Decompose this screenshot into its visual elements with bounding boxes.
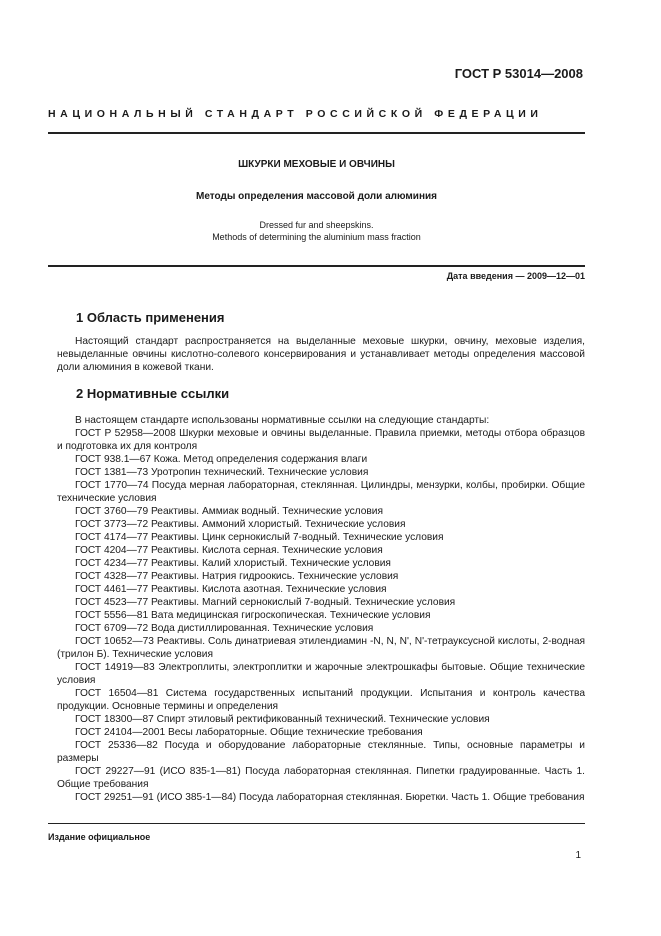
national-standard-banner: НАЦИОНАЛЬНЫЙ СТАНДАРТ РОССИЙСКОЙ ФЕДЕРАЦИИ bbox=[48, 108, 543, 120]
reference-item: ГОСТ 3760—79 Реактивы. Аммиак водный. Технические условия bbox=[75, 506, 384, 517]
reference-item: ГОСТ 6709—72 Вода дистиллированная. Технические условия bbox=[75, 623, 374, 634]
page-number: 1 bbox=[575, 850, 581, 861]
reference-item: ГОСТ 1381—73 Уротропин технический. Технические условия bbox=[75, 467, 369, 478]
reference-item: ГОСТ 4174—77 Реактивы. Цинк сернокислый 7-водный. Технические условия bbox=[75, 532, 444, 543]
reference-item: ГОСТ Р 52958—2008 Шкурки меховые и овчины выделанные. Правила приемки, методы отбора образцов и подготовка их для контроля bbox=[57, 428, 585, 452]
reference-item: ГОСТ 29227—91 (ИСО 835-1—81) Посуда лабораторная стеклянная. Пипетки градуированные. Часть 1. Общие требования bbox=[57, 766, 585, 790]
reference-item: ГОСТ 4523—77 Реактивы. Магний сернокислый 7-водный. Технические условия bbox=[75, 597, 456, 608]
header-divider bbox=[48, 132, 585, 134]
references-list bbox=[57, 414, 585, 804]
reference-item: ГОСТ 14919—83 Электроплиты, электроплитки и жарочные электрошкафы бытовые. Общие технические условия bbox=[57, 662, 585, 686]
reference-item: ГОСТ 3773—72 Реактивы. Аммоний хлористый. Технические условия bbox=[75, 519, 406, 530]
reference-item: ГОСТ 4328—77 Реактивы. Натрия гидроокись. Технические условия bbox=[75, 571, 399, 582]
section-1-paragraph: Настоящий стандарт распространяется на выделанные меховые шкурки, овчину, меховые изделия, невыделанные овчины кислотно-солевого консервирования и устанавливает методы определения массовой доли алюминия в кожевой ткани. bbox=[57, 336, 585, 373]
section-2-heading: 2 Нормативные ссылки bbox=[76, 386, 230, 401]
reference-item: ГОСТ 938.1—67 Кожа. Метод определения содержания влаги bbox=[75, 454, 368, 465]
reference-item: ГОСТ 16504—81 Система государственных испытаний продукции. Испытания и контроль качества продукции. Основные термины и определения bbox=[57, 688, 585, 712]
reference-item: ГОСТ 29251—91 (ИСО 385-1—84) Посуда лабораторная стеклянная. Бюретки. Часть 1. Общие требования bbox=[75, 792, 585, 803]
reference-item: ГОСТ 1770—74 Посуда мерная лабораторная, стеклянная. Цилиндры, мензурки, колбы, пробирки. Общие технические условия bbox=[57, 480, 585, 504]
introduction-date: Дата введения — 2009—12—01 bbox=[446, 271, 585, 281]
reference-item: ГОСТ 4234—77 Реактивы. Калий хлористый. Технические условия bbox=[75, 558, 391, 569]
section-1-text bbox=[57, 335, 585, 374]
section-1-heading: 1 Область применения bbox=[76, 310, 225, 325]
title-divider bbox=[48, 265, 585, 267]
reference-item: ГОСТ 4204—77 Реактивы. Кислота серная. Технические условия bbox=[75, 545, 383, 556]
standard-title: ШКУРКИ МЕХОВЫЕ И ОВЧИНЫ bbox=[238, 159, 395, 170]
reference-item: ГОСТ 24104—2001 Весы лабораторные. Общие технические требования bbox=[75, 727, 423, 738]
reference-item: ГОСТ 5556—81 Вата медицинская гигроскопическая. Технические условия bbox=[75, 610, 431, 621]
english-title-line1: Dressed fur and sheepskins. bbox=[259, 220, 374, 230]
footer-divider bbox=[48, 823, 585, 824]
standard-subtitle: Методы определения массовой доли алюминия bbox=[196, 191, 437, 202]
reference-item: ГОСТ 10652—73 Реактивы. Соль динатриевая этилендиамин -N, N, N', N'-тетрауксусной кислоты, 2-водная (трилон Б). Технические условия bbox=[57, 636, 585, 660]
document-number: ГОСТ Р 53014—2008 bbox=[454, 66, 583, 81]
edition-note: Издание официальное bbox=[48, 832, 151, 842]
reference-item: ГОСТ 25336—82 Посуда и оборудование лабораторные стеклянные. Типы, основные параметры и размеры bbox=[57, 740, 585, 764]
reference-item: ГОСТ 18300—87 Спирт этиловый ректификованный технический. Технические условия bbox=[75, 714, 490, 725]
reference-item: ГОСТ 4461—77 Реактивы. Кислота азотная. Технические условия bbox=[75, 584, 387, 595]
references-intro: В настоящем стандарте использованы нормативные ссылки на следующие стандарты: bbox=[75, 415, 490, 426]
english-title-line2: Methods of determining the aluminium mass fraction bbox=[212, 232, 421, 242]
